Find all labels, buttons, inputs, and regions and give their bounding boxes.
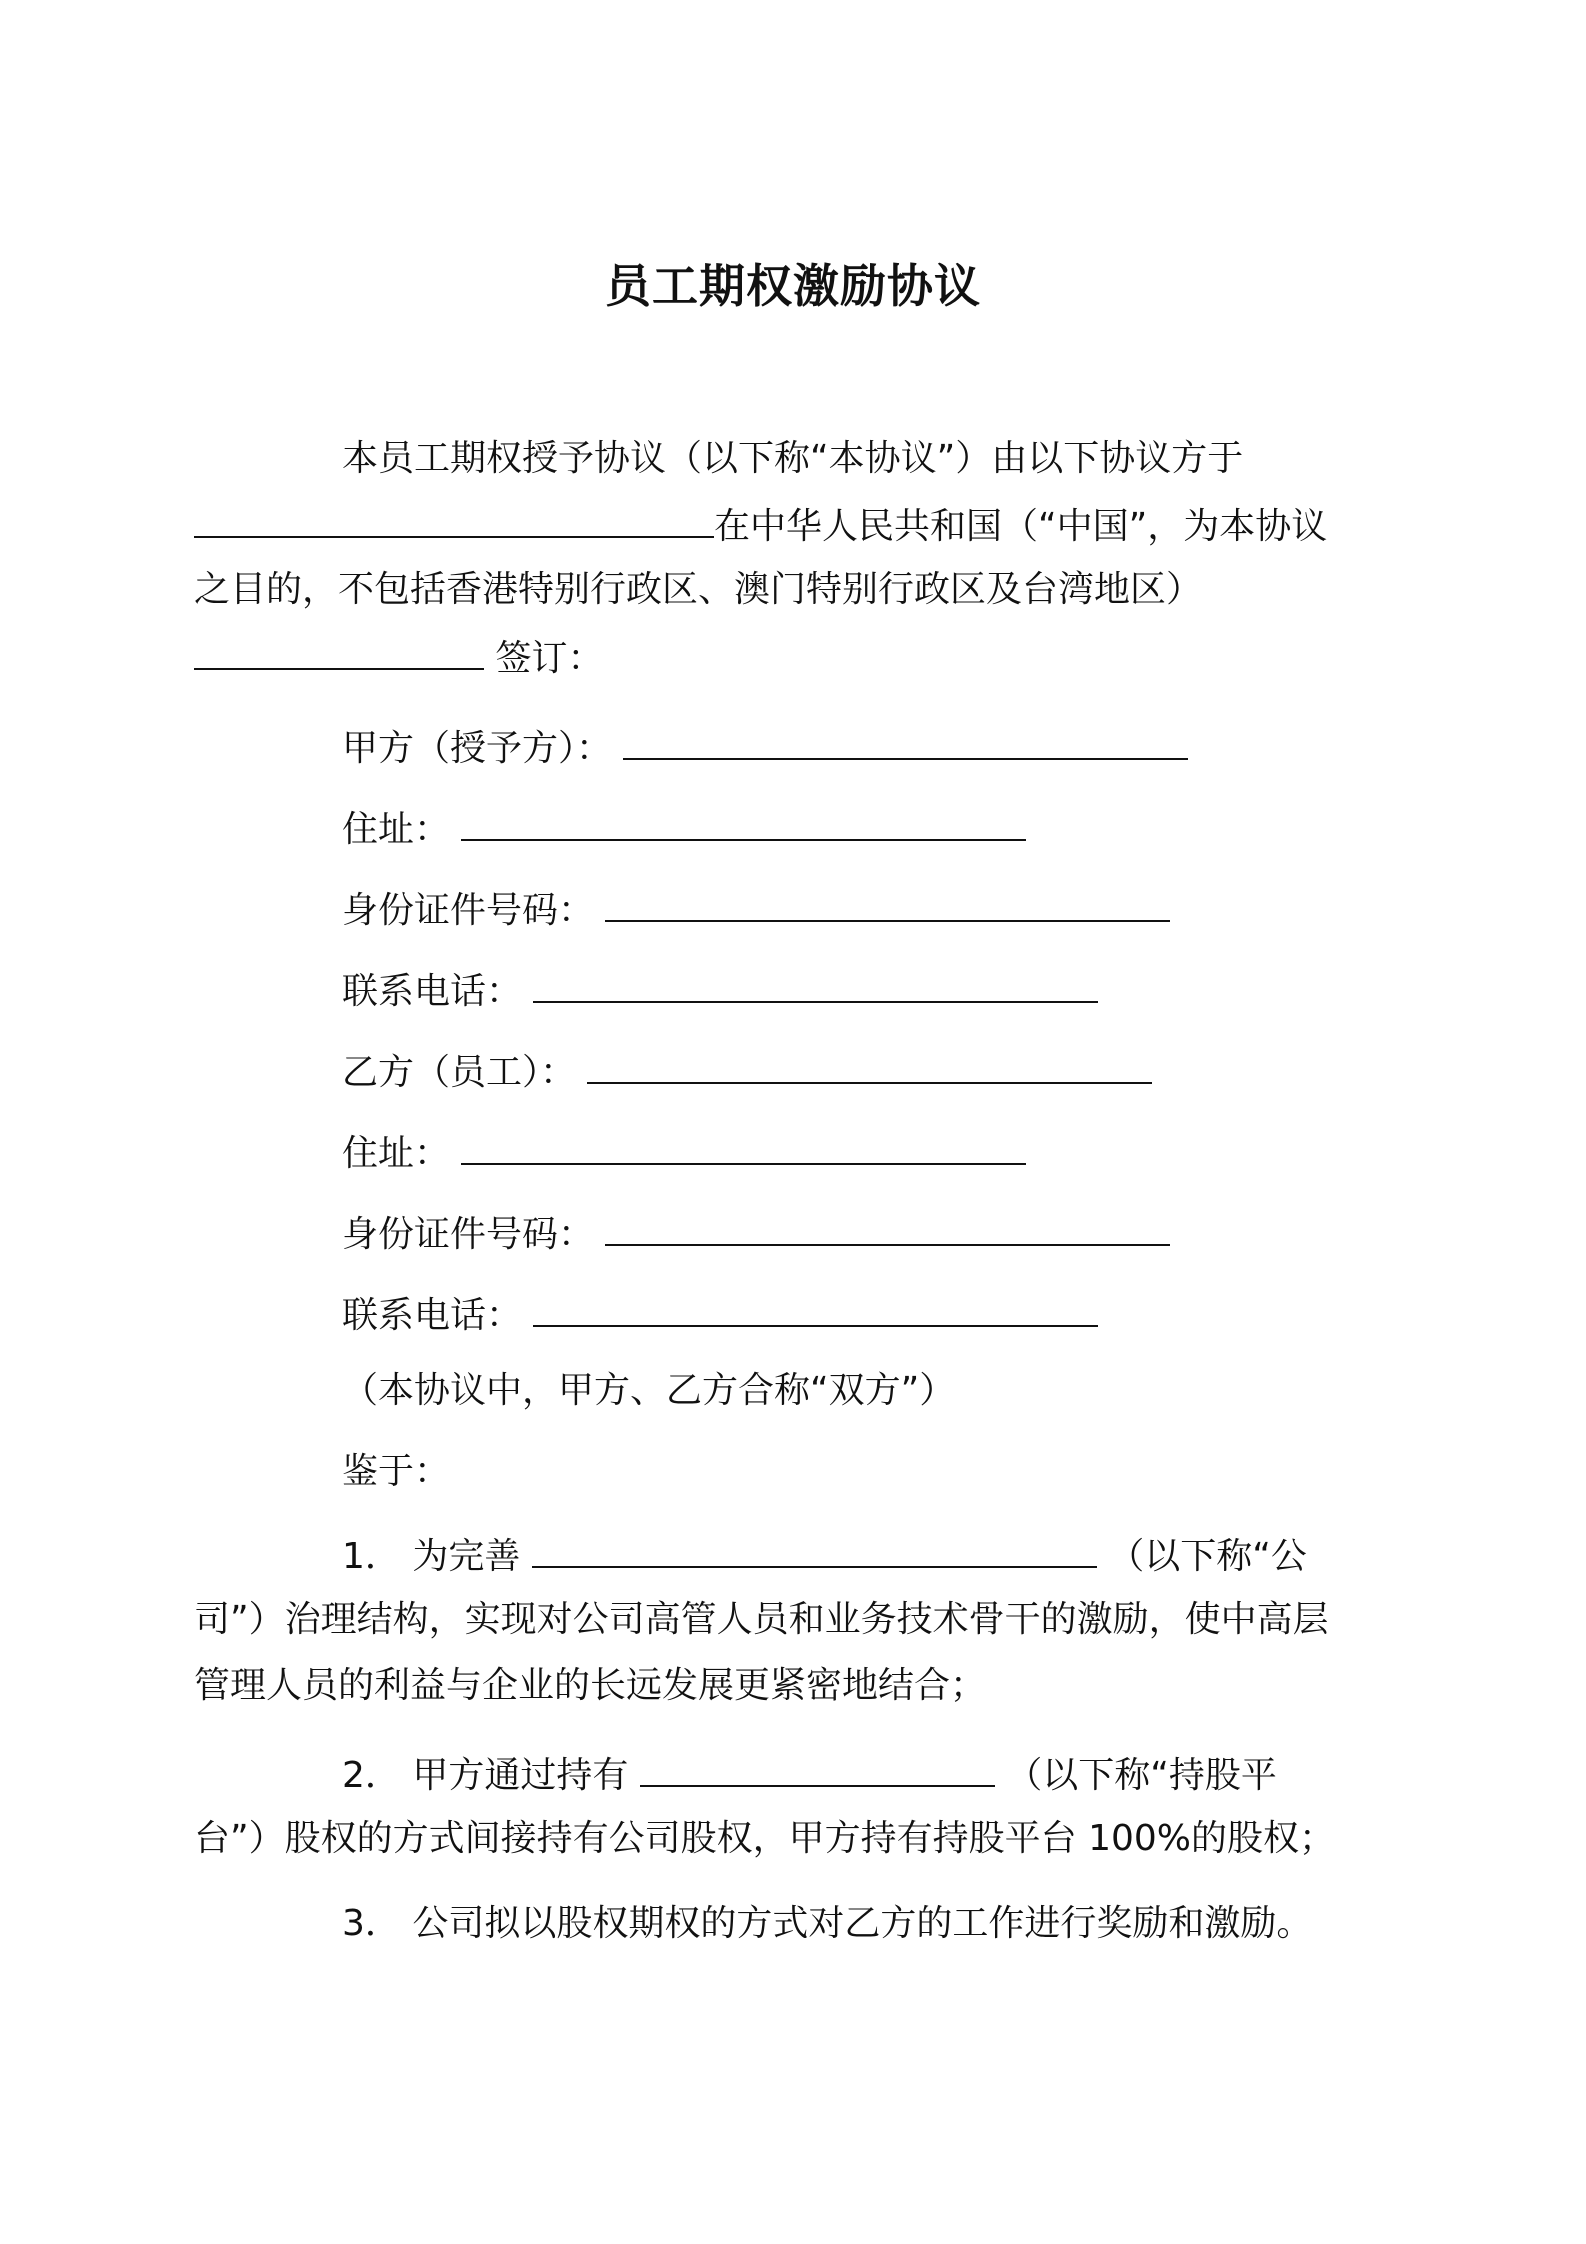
parties-note: （本协议中，甲方、乙方合称“双方”） — [342, 1370, 956, 1411]
party-b-name-row — [342, 1046, 1152, 1097]
clause-1-line-3: 管理人员的利益与企业的长远发展更紧密地结合； — [194, 1665, 987, 1706]
party-a-name-label: 甲方（授予方）： — [342, 728, 613, 769]
preamble-line-3: 之目的，不包括香港特别行政区、澳门特别行政区及台湾地区） — [194, 569, 1203, 610]
party-a-id-field[interactable] — [605, 884, 1170, 922]
preamble-line-2 — [194, 500, 1327, 551]
party-b-id-field[interactable] — [605, 1208, 1170, 1246]
clause-3-text: 公司拟以股权期权的方式对乙方的工作进行奖励和激励。 — [412, 1903, 1313, 1944]
preamble-line-1: 本员工期权授予协议（以下称“本协议”）由以下协议方于 — [342, 438, 1244, 479]
clause-2-line-2: 台”）股权的方式间接持有公司股权，甲方持有持股平台 100%的股权； — [194, 1818, 1336, 1859]
party-a-phone-row — [342, 965, 1098, 1016]
clause-2-number: 2． — [342, 1755, 401, 1796]
party-a-address-label: 住址： — [342, 809, 451, 850]
clause-2-line-1 — [342, 1749, 1277, 1800]
company-name-blank[interactable] — [532, 1530, 1097, 1568]
party-b-phone-label: 联系电话： — [342, 1295, 523, 1336]
preamble-line-2-text: 在中华人民共和国（“中国”，为本协议 — [714, 506, 1328, 547]
signing-date-blank[interactable] — [194, 500, 714, 538]
party-b-name-field[interactable] — [587, 1046, 1152, 1084]
party-b-id-row — [342, 1208, 1170, 1259]
clause-3-line-1 — [342, 1900, 1312, 1948]
preamble-line-4 — [194, 632, 603, 683]
clause-1-line-1 — [342, 1530, 1307, 1581]
clause-1-text-b: （以下称“公 — [1108, 1536, 1307, 1577]
holding-platform-blank[interactable] — [640, 1749, 995, 1787]
clause-1-number: 1． — [342, 1536, 401, 1577]
clause-2-text-a: 甲方通过持有 — [412, 1755, 629, 1796]
party-a-id-label: 身份证件号码： — [342, 890, 595, 931]
party-b-address-row — [342, 1127, 1026, 1178]
party-a-id-row — [342, 884, 1170, 935]
party-b-name-label: 乙方（员工）： — [342, 1052, 577, 1093]
party-b-phone-row — [342, 1289, 1098, 1340]
document-title: 员工期权激励协议 — [605, 259, 981, 313]
party-b-phone-field[interactable] — [533, 1289, 1098, 1327]
party-b-address-label: 住址： — [342, 1133, 451, 1174]
clause-2-text-b: （以下称“持股平 — [1006, 1755, 1277, 1796]
party-b-address-field[interactable] — [461, 1127, 1026, 1165]
clause-1-line-2: 司”）治理结构，实现对公司高管人员和业务技术骨干的激励，使中高层 — [194, 1599, 1329, 1640]
party-a-address-field[interactable] — [461, 803, 1026, 841]
signing-place-blank[interactable] — [194, 632, 484, 670]
party-b-id-label: 身份证件号码： — [342, 1214, 595, 1255]
party-a-name-field[interactable] — [623, 722, 1188, 760]
whereas-label: 鉴于： — [342, 1451, 451, 1492]
party-a-address-row — [342, 803, 1026, 854]
preamble-line-4-text: 签订： — [495, 638, 604, 679]
clause-1-text-a: 为完善 — [412, 1536, 521, 1577]
party-a-phone-field[interactable] — [533, 965, 1098, 1003]
party-a-name-row — [342, 722, 1188, 773]
clause-3-number: 3． — [342, 1903, 401, 1944]
party-a-phone-label: 联系电话： — [342, 971, 523, 1012]
